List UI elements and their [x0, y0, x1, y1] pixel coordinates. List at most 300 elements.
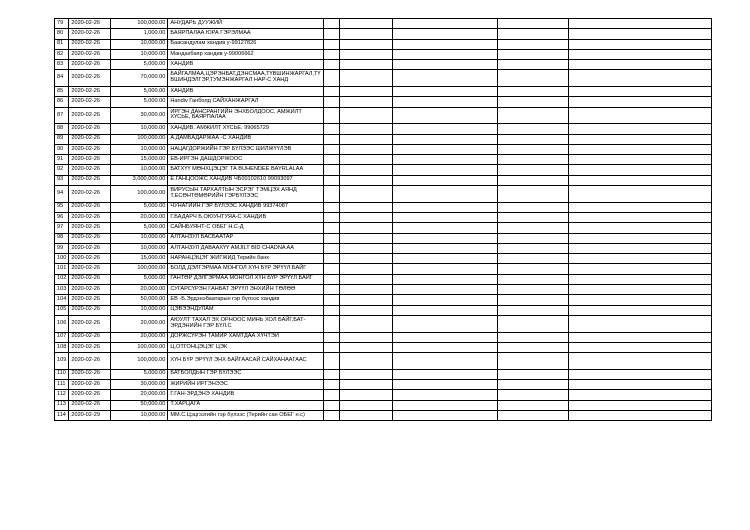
- empty-cell: [569, 97, 712, 107]
- empty-cell: [498, 107, 569, 124]
- empty-cell: [569, 87, 712, 97]
- empty-cell: [569, 60, 712, 70]
- empty-cell: [324, 223, 340, 233]
- amount-cell: 15,000.00: [111, 254, 168, 264]
- empty-cell: [393, 379, 498, 389]
- empty-cell: [498, 175, 569, 185]
- description-cell: Г.БАДАРЧ Б.ОЮУНТУЯА-С ХАНДИВ: [168, 212, 324, 222]
- amount-cell: 10,000.00: [111, 410, 168, 420]
- empty-cell: [569, 212, 712, 222]
- empty-cell: [324, 353, 340, 370]
- amount-cell: 100,000.00: [111, 342, 168, 352]
- amount-cell: 100,000.00: [111, 19, 168, 29]
- empty-cell: [340, 285, 393, 295]
- empty-cell: [340, 165, 393, 175]
- description-cell: АНУДАРЬ ДУУЖИЙ: [168, 19, 324, 29]
- empty-cell: [340, 39, 393, 49]
- empty-cell: [569, 70, 712, 87]
- amount-cell: 5,000.00: [111, 223, 168, 233]
- empty-cell: [340, 60, 393, 70]
- amount-cell: 100,000.00: [111, 264, 168, 274]
- empty-cell: [393, 264, 498, 274]
- empty-cell: [498, 285, 569, 295]
- empty-cell: [324, 186, 340, 203]
- date-cell: 2020-02-26: [69, 49, 111, 59]
- empty-cell: [340, 369, 393, 379]
- empty-cell: [393, 107, 498, 124]
- amount-cell: 20,000.00: [111, 212, 168, 222]
- table-row: [55, 295, 712, 305]
- empty-cell: [324, 175, 340, 185]
- amount-cell: 10,000.00: [111, 233, 168, 243]
- table-row: [55, 202, 712, 212]
- description-cell: НАРАНЦЭЦЭГ ЖИГЖИД Терийн банк: [168, 254, 324, 264]
- description-cell: А.ДАМБАДАРЖАА -С ХАНДИВ: [168, 134, 324, 144]
- empty-cell: [393, 390, 498, 400]
- table-row: [55, 39, 712, 49]
- amount-cell: 5,000.00: [111, 274, 168, 284]
- row-number-cell: 106: [55, 315, 69, 332]
- empty-cell: [569, 175, 712, 185]
- row-number-cell: 112: [55, 390, 69, 400]
- empty-cell: [340, 19, 393, 29]
- empty-cell: [393, 87, 498, 97]
- description-cell: ЖИРИЙН ИРГЭНЭЭС: [168, 379, 324, 389]
- empty-cell: [393, 315, 498, 332]
- empty-cell: [569, 19, 712, 29]
- empty-cell: [340, 332, 393, 342]
- amount-cell: 20,000.00: [111, 332, 168, 342]
- table-row: [55, 155, 712, 165]
- row-number-cell: 91: [55, 155, 69, 165]
- empty-cell: [569, 315, 712, 332]
- ledger-rows: [55, 19, 712, 421]
- table-row: [55, 60, 712, 70]
- description-cell: НАЦАГДОРЖИЙН ГЭР БҮЛЭЭС ШИЛЖҮҮЛЭВ: [168, 144, 324, 154]
- date-cell: 2020-02-26: [69, 107, 111, 124]
- description-cell: ХҮН БҮР ЭРҮҮЛ ЭНХ БАЙГААСАЙ САЙХАНААГААС: [168, 353, 324, 370]
- empty-cell: [324, 107, 340, 124]
- empty-cell: [569, 144, 712, 154]
- empty-cell: [498, 186, 569, 203]
- description-cell: ЕВ -Б.Эрдэнэбаатарын гэр бүлээс хандив: [168, 295, 324, 305]
- table-row: [55, 19, 712, 29]
- date-cell: 2020-02-26: [69, 202, 111, 212]
- empty-cell: [393, 369, 498, 379]
- empty-cell: [393, 400, 498, 410]
- date-cell: 2020-02-26: [69, 305, 111, 315]
- date-cell: 2020-02-26: [69, 379, 111, 389]
- row-number-cell: 100: [55, 254, 69, 264]
- row-number-cell: 101: [55, 264, 69, 274]
- empty-cell: [498, 134, 569, 144]
- empty-cell: [340, 202, 393, 212]
- empty-cell: [569, 29, 712, 39]
- row-number-cell: 104: [55, 295, 69, 305]
- amount-cell: 10,000.00: [111, 124, 168, 134]
- empty-cell: [569, 39, 712, 49]
- empty-cell: [393, 202, 498, 212]
- amount-cell: 5,000.00: [111, 369, 168, 379]
- table-row: [55, 29, 712, 39]
- empty-cell: [498, 369, 569, 379]
- date-cell: 2020-02-26: [69, 223, 111, 233]
- empty-cell: [340, 87, 393, 97]
- date-cell: 2020-02-26: [69, 254, 111, 264]
- empty-cell: [393, 134, 498, 144]
- date-cell: 2020-02-26: [69, 353, 111, 370]
- empty-cell: [340, 410, 393, 420]
- date-cell: 2020-02-26: [69, 274, 111, 284]
- empty-cell: [393, 29, 498, 39]
- date-cell: 2020-02-26: [69, 134, 111, 144]
- empty-cell: [498, 342, 569, 352]
- row-number-cell: 111: [55, 379, 69, 389]
- row-number-cell: 108: [55, 342, 69, 352]
- description-cell: ДОРЖСҮРЭН ТАМИР ХАМТДАА ХҮЧТЭЙ: [168, 332, 324, 342]
- empty-cell: [324, 144, 340, 154]
- empty-cell: [498, 264, 569, 274]
- empty-cell: [569, 274, 712, 284]
- row-number-cell: 107: [55, 332, 69, 342]
- description-cell: ХАНДИВ: [168, 60, 324, 70]
- amount-cell: 50,000.00: [111, 400, 168, 410]
- row-number-cell: 110: [55, 369, 69, 379]
- empty-cell: [569, 305, 712, 315]
- empty-cell: [324, 124, 340, 134]
- date-cell: 2020-02-26: [69, 212, 111, 222]
- table-row: [55, 212, 712, 222]
- empty-cell: [569, 285, 712, 295]
- empty-cell: [324, 49, 340, 59]
- table-row: [55, 49, 712, 59]
- empty-cell: [393, 254, 498, 264]
- amount-cell: 30,000.00: [111, 379, 168, 389]
- row-number-cell: 94: [55, 186, 69, 203]
- amount-cell: 5,000.00: [111, 60, 168, 70]
- empty-cell: [393, 186, 498, 203]
- table-row: [55, 379, 712, 389]
- empty-cell: [498, 243, 569, 253]
- description-cell: ЦЭВЭЭНДУЛАМ: [168, 305, 324, 315]
- empty-cell: [569, 400, 712, 410]
- table-row: [55, 87, 712, 97]
- date-cell: 2020-02-26: [69, 165, 111, 175]
- date-cell: 2020-02-26: [69, 87, 111, 97]
- empty-cell: [569, 390, 712, 400]
- table-row: [55, 274, 712, 284]
- table-row: [55, 144, 712, 154]
- empty-cell: [569, 342, 712, 352]
- empty-cell: [340, 295, 393, 305]
- amount-cell: 10,000.00: [111, 49, 168, 59]
- empty-cell: [324, 212, 340, 222]
- empty-cell: [324, 70, 340, 87]
- empty-cell: [498, 202, 569, 212]
- empty-cell: [498, 295, 569, 305]
- description-cell: Г.ГАН-ЭРДЭНЭ ХАНДИВ: [168, 390, 324, 400]
- row-number-cell: 105: [55, 305, 69, 315]
- empty-cell: [569, 134, 712, 144]
- empty-cell: [498, 87, 569, 97]
- empty-cell: [569, 332, 712, 342]
- empty-cell: [569, 202, 712, 212]
- empty-cell: [498, 97, 569, 107]
- empty-cell: [324, 410, 340, 420]
- description-cell: Мандахбаяр хандив у-99006662: [168, 49, 324, 59]
- empty-cell: [340, 254, 393, 264]
- empty-cell: [393, 175, 498, 185]
- empty-cell: [569, 379, 712, 389]
- date-cell: 2020-02-26: [69, 144, 111, 154]
- empty-cell: [340, 107, 393, 124]
- empty-cell: [393, 212, 498, 222]
- description-cell: ММ.С.Цэцгээгийн гэр бүлээс (Терийн сан ОБЕГ н.с): [168, 410, 324, 420]
- description-cell: Т.ХАРЦАГА: [168, 400, 324, 410]
- row-number-cell: 90: [55, 144, 69, 154]
- empty-cell: [498, 124, 569, 134]
- date-cell: 2020-02-26: [69, 295, 111, 305]
- table-row: [55, 315, 712, 332]
- date-cell: 2020-02-26: [69, 285, 111, 295]
- table-row: [55, 186, 712, 203]
- description-cell: АЛТАНЗУЛ ДАВААХҮҮ AMJILT BID CHADNA AA: [168, 243, 324, 253]
- empty-cell: [324, 29, 340, 39]
- empty-cell: [498, 379, 569, 389]
- empty-cell: [324, 165, 340, 175]
- empty-cell: [324, 39, 340, 49]
- table-row: [55, 70, 712, 87]
- amount-cell: 20,000.00: [111, 315, 168, 332]
- empty-cell: [340, 342, 393, 352]
- table-row: [55, 124, 712, 134]
- empty-cell: [324, 332, 340, 342]
- empty-cell: [393, 410, 498, 420]
- empty-cell: [324, 254, 340, 264]
- date-cell: 2020-02-26: [69, 70, 111, 87]
- empty-cell: [569, 155, 712, 165]
- empty-cell: [324, 60, 340, 70]
- table-row: [55, 264, 712, 274]
- empty-cell: [498, 254, 569, 264]
- date-cell: 2020-02-26: [69, 233, 111, 243]
- empty-cell: [340, 124, 393, 134]
- empty-cell: [324, 243, 340, 253]
- empty-cell: [569, 254, 712, 264]
- row-number-cell: 114: [55, 410, 69, 420]
- empty-cell: [393, 353, 498, 370]
- empty-cell: [324, 295, 340, 305]
- row-number-cell: 82: [55, 49, 69, 59]
- row-number-cell: 93: [55, 175, 69, 185]
- empty-cell: [340, 353, 393, 370]
- empty-cell: [393, 274, 498, 284]
- row-number-cell: 98: [55, 233, 69, 243]
- date-cell: 2020-02-26: [69, 124, 111, 134]
- empty-cell: [393, 243, 498, 253]
- date-cell: 2020-02-26: [69, 39, 111, 49]
- amount-cell: 1,000.00: [111, 29, 168, 39]
- row-number-cell: 87: [55, 107, 69, 124]
- row-number-cell: 92: [55, 165, 69, 175]
- description-cell: БАТХҮҮ МӨНХЦЭЦЭГ ТА BUHENDEE BAYRLALAA: [168, 165, 324, 175]
- empty-cell: [324, 315, 340, 332]
- empty-cell: [498, 332, 569, 342]
- description-cell: ГАНТӨР ДЭЛГЭРМАА МОНГОЛ ХҮН БҮР ЭРҮҮЛ БАЙГ: [168, 274, 324, 284]
- donation-ledger-table: [54, 18, 712, 421]
- row-number-cell: 89: [55, 134, 69, 144]
- table-row: [55, 342, 712, 352]
- empty-cell: [340, 223, 393, 233]
- amount-cell: 100,000.00: [111, 353, 168, 370]
- date-cell: 2020-02-26: [69, 243, 111, 253]
- amount-cell: 30,000.00: [111, 107, 168, 124]
- date-cell: 2020-02-26: [69, 155, 111, 165]
- amount-cell: 50,000.00: [111, 295, 168, 305]
- table-row: [55, 223, 712, 233]
- empty-cell: [324, 19, 340, 29]
- empty-cell: [324, 369, 340, 379]
- date-cell: 2020-02-26: [69, 315, 111, 332]
- date-cell: 2020-02-26: [69, 332, 111, 342]
- empty-cell: [324, 97, 340, 107]
- empty-cell: [393, 49, 498, 59]
- empty-cell: [340, 97, 393, 107]
- empty-cell: [340, 134, 393, 144]
- amount-cell: 5,000.00: [111, 87, 168, 97]
- table-row: [55, 369, 712, 379]
- empty-cell: [498, 305, 569, 315]
- empty-cell: [393, 70, 498, 87]
- description-cell: ХАНДИВ: [168, 87, 324, 97]
- empty-cell: [324, 379, 340, 389]
- empty-cell: [569, 124, 712, 134]
- empty-cell: [498, 155, 569, 165]
- description-cell: БАТБОЛДЫН ГЭР БҮЛЭЭС: [168, 369, 324, 379]
- empty-cell: [498, 39, 569, 49]
- empty-cell: [324, 202, 340, 212]
- row-number-cell: 97: [55, 223, 69, 233]
- description-cell: БАЯРПАЛАА ЮРА ГЭРЭЛМАА: [168, 29, 324, 39]
- empty-cell: [340, 400, 393, 410]
- empty-cell: [340, 233, 393, 243]
- empty-cell: [324, 155, 340, 165]
- empty-cell: [324, 264, 340, 274]
- empty-cell: [498, 390, 569, 400]
- table-row: [55, 175, 712, 185]
- table-row: [55, 353, 712, 370]
- empty-cell: [498, 49, 569, 59]
- empty-cell: [498, 353, 569, 370]
- amount-cell: 70,000.00: [111, 70, 168, 87]
- table-row: [55, 107, 712, 124]
- empty-cell: [340, 264, 393, 274]
- empty-cell: [569, 369, 712, 379]
- description-cell: СУГАРСҮРЭН ГАНБАТ ЭРҮҮЛ ЭНХИЙН ТӨЛӨӨ: [168, 285, 324, 295]
- empty-cell: [569, 410, 712, 420]
- description-cell: САЙНБУЯНТ-С ОБЕГ Н.С-Д: [168, 223, 324, 233]
- table-row: [55, 332, 712, 342]
- empty-cell: [324, 400, 340, 410]
- date-cell: 2020-02-26: [69, 342, 111, 352]
- empty-cell: [340, 305, 393, 315]
- description-cell: ЧУНАГИЙН ГЭР БҮЛЭЭС ХАНДИВ 99374087: [168, 202, 324, 212]
- description-cell: АЮУЛТ ТАХАЛ ЭХ ОРНООС МИНЬ ХОЛ БАЙГ,БАТ-ЭРДЭНИЙН ГЭР БҮЛ.С: [168, 315, 324, 332]
- row-number-cell: 83: [55, 60, 69, 70]
- date-cell: 2020-02-26: [69, 369, 111, 379]
- empty-cell: [498, 223, 569, 233]
- row-number-cell: 86: [55, 97, 69, 107]
- row-number-cell: 102: [55, 274, 69, 284]
- row-number-cell: 84: [55, 70, 69, 87]
- empty-cell: [393, 19, 498, 29]
- row-number-cell: 81: [55, 39, 69, 49]
- date-cell: 2020-02-26: [69, 400, 111, 410]
- amount-cell: 10,000.00: [111, 144, 168, 154]
- description-cell: ЕВ-ИРГЭН ДАШДОРЖООС: [168, 155, 324, 165]
- empty-cell: [569, 233, 712, 243]
- table-row: [55, 410, 712, 420]
- empty-cell: [340, 49, 393, 59]
- description-cell: Е.ГАНЦООЖС ХАНДИВ ЧБ00102610 99093097: [168, 175, 324, 185]
- date-cell: 2020-02-26: [69, 390, 111, 400]
- empty-cell: [340, 144, 393, 154]
- empty-cell: [340, 315, 393, 332]
- empty-cell: [340, 212, 393, 222]
- empty-cell: [393, 155, 498, 165]
- empty-cell: [393, 295, 498, 305]
- empty-cell: [324, 285, 340, 295]
- empty-cell: [324, 87, 340, 97]
- description-cell: Баасандулам хандив у-99127826: [168, 39, 324, 49]
- table-row: [55, 243, 712, 253]
- empty-cell: [393, 165, 498, 175]
- empty-cell: [393, 305, 498, 315]
- empty-cell: [340, 379, 393, 389]
- empty-cell: [393, 285, 498, 295]
- amount-cell: 15,000.00: [111, 155, 168, 165]
- row-number-cell: 99: [55, 243, 69, 253]
- empty-cell: [324, 274, 340, 284]
- date-cell: 2020-02-29: [69, 410, 111, 420]
- empty-cell: [393, 144, 498, 154]
- empty-cell: [498, 144, 569, 154]
- date-cell: 2020-02-26: [69, 19, 111, 29]
- empty-cell: [340, 274, 393, 284]
- amount-cell: 10,000.00: [111, 165, 168, 175]
- empty-cell: [340, 175, 393, 185]
- empty-cell: [498, 274, 569, 284]
- empty-cell: [569, 295, 712, 305]
- empty-cell: [393, 39, 498, 49]
- description-cell: ХАНДИВ. АМЖИЛТ ХҮСЬЕ. 99065729: [168, 124, 324, 134]
- row-number-cell: 88: [55, 124, 69, 134]
- row-number-cell: 96: [55, 212, 69, 222]
- empty-cell: [324, 342, 340, 352]
- amount-cell: 100,000.00: [111, 186, 168, 203]
- empty-cell: [340, 390, 393, 400]
- row-number-cell: 109: [55, 353, 69, 370]
- amount-cell: 10,000.00: [111, 243, 168, 253]
- empty-cell: [393, 60, 498, 70]
- empty-cell: [498, 400, 569, 410]
- empty-cell: [498, 315, 569, 332]
- description-cell: Ц.ОТГОНЦЭЦЭГ ЦЭК: [168, 342, 324, 352]
- empty-cell: [340, 186, 393, 203]
- empty-cell: [393, 97, 498, 107]
- amount-cell: 20,000.00: [111, 285, 168, 295]
- empty-cell: [498, 60, 569, 70]
